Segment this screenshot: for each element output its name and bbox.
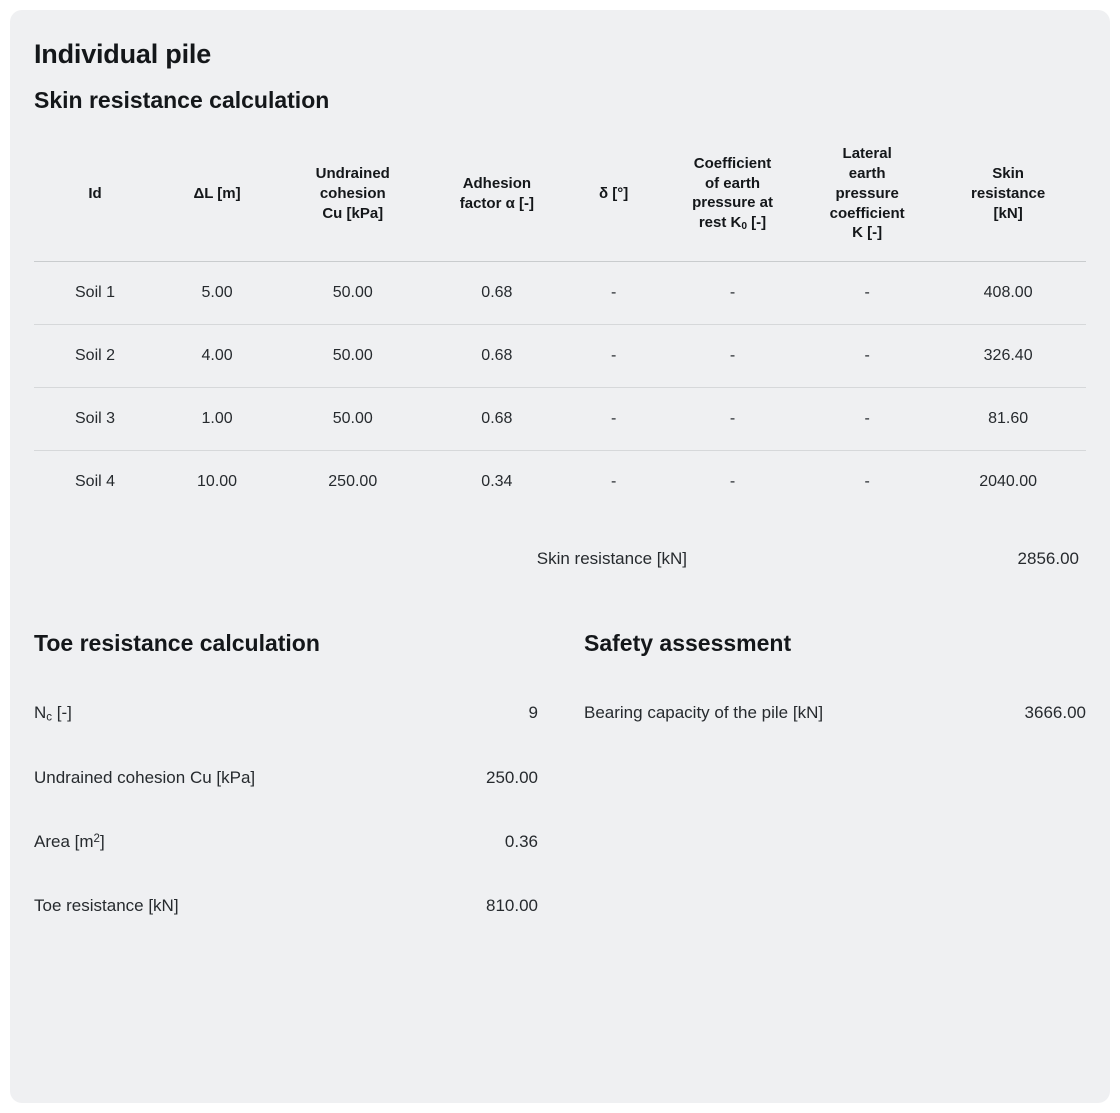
col-header-skin-resistance [930,134,1086,261]
col-header-k-line1: Lateral [842,145,892,163]
cell-delta: - [566,262,661,325]
col-header-delta-l-label: ΔL [m] [193,184,241,202]
bearing-capacity-value: 3666.00 [1024,703,1086,723]
cell-id: Soil 1 [34,262,156,325]
table-row [34,388,1086,451]
bearing-capacity-row [584,703,1086,723]
col-header-delta-angle [566,134,661,261]
table-header [34,134,1086,261]
toe-nc-row [34,703,538,724]
cell-delta-l: 5.00 [156,262,278,325]
toe-area-label-text: Area [m [34,831,94,851]
col-header-undrained-cohesion-line3: Cu [kPa] [322,204,384,222]
col-header-k0-line3: pressure at [692,194,773,212]
skin-resistance-total-row [34,549,1086,569]
bottom-sections [34,613,1086,915]
col-header-k-line2: earth [848,165,886,183]
table-body [34,262,1086,514]
cell-k0: - [661,451,804,514]
cell-k0: - [661,262,804,325]
col-header-skin-line3: [kN] [993,204,1023,222]
toe-area-label-close: ] [99,831,105,851]
cell-skin: 326.40 [930,325,1086,388]
col-header-id-label: Id [88,184,102,202]
toe-area-superscript: 2 [93,832,100,845]
toe-area-row [34,832,538,852]
col-header-adhesion-factor [427,134,566,261]
col-header-delta-angle-label: δ [°] [599,184,629,202]
col-header-k-line3: pressure [835,184,899,202]
bearing-capacity-label: Bearing capacity of the pile [kN] [584,703,824,723]
cell-id: Soil 3 [34,388,156,451]
toe-area-label [34,832,478,852]
cell-cu: 50.00 [278,388,427,451]
skin-resistance-total-value: 2856.00 [1017,549,1079,569]
col-header-adhesion-line1: Adhesion [462,174,532,192]
cell-k0: - [661,325,804,388]
safety-assessment-section-title: Safety assessment [584,630,792,657]
cell-skin: 2040.00 [930,451,1086,514]
col-header-k0-line1: Coefficient [693,154,772,172]
col-header-skin-line1: Skin [992,165,1024,183]
toe-cu-row [34,768,538,788]
cell-delta: - [566,388,661,451]
cell-delta-l: 1.00 [156,388,278,451]
toe-nc-label [34,703,478,724]
col-header-lateral-earth-pressure-k [804,134,930,261]
individual-pile-card [10,10,1110,1103]
cell-id: Soil 2 [34,325,156,388]
cell-alpha: 0.68 [427,325,566,388]
col-header-k0 [661,134,804,261]
page-title: Individual pile [34,39,212,69]
cell-k: - [804,262,930,325]
toe-resistance-value: 810.00 [486,895,538,915]
skin-resistance-table [34,134,1086,513]
toe-nc-subscript: c [46,711,53,724]
col-header-undrained-cohesion-line2: cohesion [319,184,386,202]
cell-k: - [804,325,930,388]
toe-cu-label: Undrained cohesion Cu [kPa] [34,767,256,787]
cell-delta: - [566,451,661,514]
cell-delta-l: 4.00 [156,325,278,388]
toe-nc-label-text: N [34,703,47,723]
col-header-undrained-cohesion-line1: Undrained [315,165,390,183]
toe-cu-value: 250.00 [486,767,538,787]
cell-cu: 50.00 [278,325,427,388]
col-header-k0-subscript: 0 [741,221,748,233]
cell-k: - [804,388,930,451]
toe-resistance-label: Toe resistance [kN] [34,895,179,915]
col-header-delta-l [156,134,278,261]
col-header-undrained-cohesion [278,134,427,261]
col-header-k-line4: coefficient [829,204,905,222]
cell-cu: 250.00 [278,451,427,514]
toe-resistance-section-title: Toe resistance calculation [34,630,320,657]
col-header-skin-line2: resistance [971,184,1046,202]
toe-resistance-section [34,613,560,915]
col-header-k-line5: K [-] [852,224,883,242]
table-row [34,262,1086,325]
col-header-k0-line4a: rest K [698,214,742,232]
cell-skin: 408.00 [930,262,1086,325]
toe-resistance-row [34,896,538,916]
cell-cu: 50.00 [278,262,427,325]
cell-k: - [804,451,930,514]
cell-alpha: 0.34 [427,451,566,514]
col-header-k0-line2: of earth [704,174,760,192]
cell-alpha: 0.68 [427,262,566,325]
table-row [34,451,1086,514]
toe-nc-label-unit: [-] [52,703,72,723]
cell-k0: - [661,388,804,451]
table-row [34,325,1086,388]
card-content [10,10,1110,916]
col-header-adhesion-line2: factor α [-] [459,194,534,212]
toe-area-value: 0.36 [504,831,538,851]
safety-assessment-section [560,613,1086,915]
col-header-id [34,134,156,261]
cell-id: Soil 4 [34,451,156,514]
col-header-k0-line4b: [-] [747,214,767,232]
skin-resistance-section-title: Skin resistance calculation [34,87,330,114]
cell-delta: - [566,325,661,388]
cell-skin: 81.60 [930,388,1086,451]
cell-delta-l: 10.00 [156,451,278,514]
toe-nc-value: 9 [528,703,538,723]
table-header-row [34,134,1086,261]
skin-resistance-total-label: Skin resistance [kN] [536,549,687,569]
cell-alpha: 0.68 [427,388,566,451]
